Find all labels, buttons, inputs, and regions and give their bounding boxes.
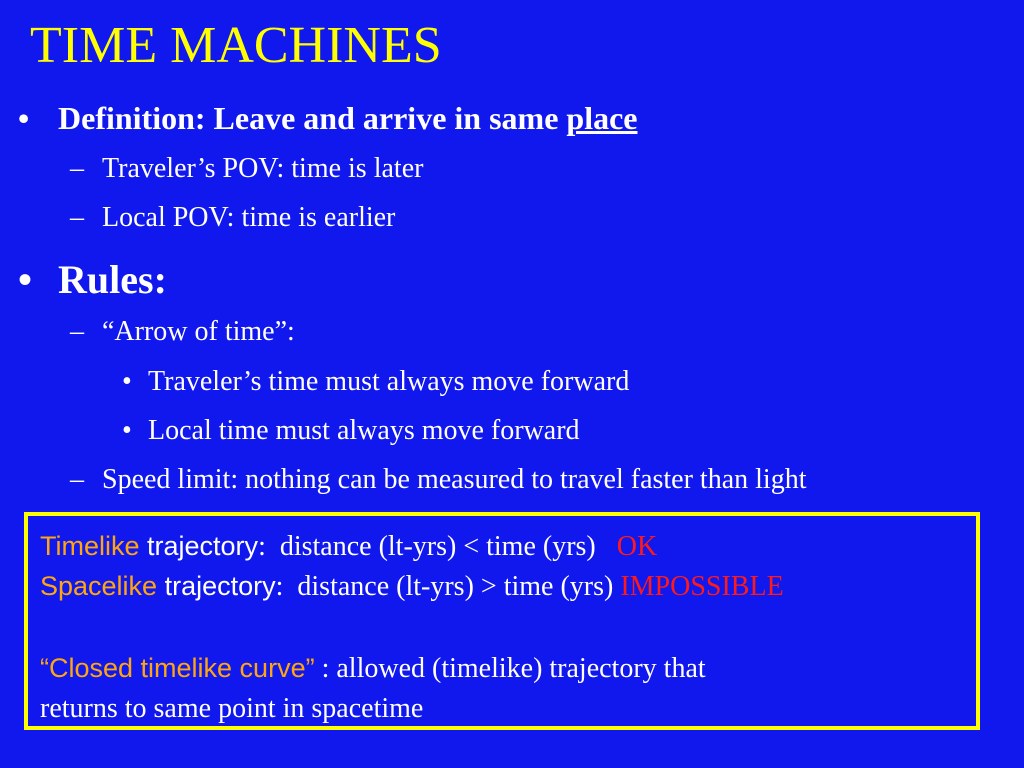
timelike-desc: distance (lt-yrs) < time (yrs) (265, 531, 617, 562)
dash-marker: – (70, 464, 84, 495)
timelike-colon: : (258, 531, 266, 562)
definition-emphasis: place (566, 100, 638, 136)
spacelike-trajectory-word: trajectory (157, 571, 276, 601)
rules-heading: Rules: (58, 257, 167, 302)
timelike-verdict: OK (616, 531, 658, 562)
ctc-desc-2: returns to same point in spacetime (40, 693, 424, 724)
subitem-text: Local POV: time is earlier (102, 202, 396, 233)
subsubitem-traveler-time (122, 364, 629, 400)
subitem-arrow-of-time (70, 314, 295, 350)
bullet-marker: • (18, 257, 33, 302)
slide-title: TIME MACHINES (30, 17, 442, 74)
ctc-line-1 (40, 650, 706, 687)
subitem-text: Traveler’s POV: time is later (102, 153, 424, 184)
subitem-text: “Arrow of time”: (102, 316, 295, 347)
definitions-box (24, 512, 980, 730)
subsubitem-text: Local time must always move forward (148, 415, 580, 446)
dash-marker: – (70, 153, 84, 184)
subsubitem-text: Traveler’s time must always move forward (148, 366, 630, 397)
spacelike-verdict: IMPOSSIBLE (620, 571, 784, 602)
ctc-desc-1: : allowed (timelike) trajectory that (314, 653, 706, 684)
spacelike-colon: : (275, 571, 284, 602)
spacelike-term: Spacelike (40, 571, 158, 601)
timelike-term: Timelike (40, 531, 140, 561)
dash-marker: – (70, 316, 84, 347)
definition-text: Definition: Leave and arrive in same (58, 100, 567, 136)
bullet-marker: • (122, 415, 132, 446)
bullet-definition (18, 96, 637, 140)
bullet-marker: • (18, 100, 30, 136)
ctc-term: “Closed timelike curve” (40, 653, 315, 683)
timelike-trajectory-word: trajectory (139, 531, 259, 561)
subsubitem-local-time (122, 413, 580, 449)
subitem-local-pov (70, 200, 395, 236)
subitem-text: Speed limit: nothing can be measured to travel faster than light (102, 464, 807, 495)
ctc-line-2 (40, 691, 423, 727)
subitem-speed-limit (70, 462, 806, 498)
dash-marker: – (70, 202, 84, 233)
spacelike-desc: distance (lt-yrs) > time (yrs) (283, 571, 621, 602)
bullet-rules (18, 254, 167, 306)
subitem-traveler-pov (70, 151, 423, 187)
bullet-marker: • (122, 366, 132, 397)
timelike-line (40, 528, 657, 565)
spacelike-line (40, 568, 784, 605)
